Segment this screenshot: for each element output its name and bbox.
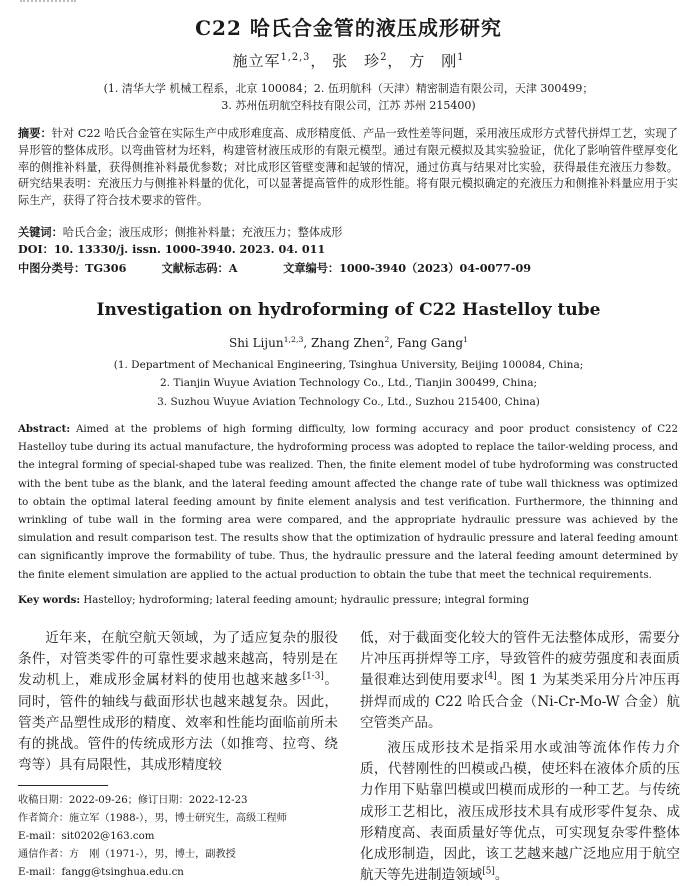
author-affil-sup: 2 bbox=[380, 52, 388, 63]
corresponding-email: E-mail：fangg@tsinghua.edu.cn bbox=[18, 867, 184, 878]
citation: [5] bbox=[482, 866, 495, 877]
corresponding-author: 通信作者：方 刚（1971-），男，博士，副教授 bbox=[18, 849, 236, 860]
received-dates: 收稿日期：2022-09-26；修订日期：2022-12-23 bbox=[18, 795, 248, 806]
footnote-block bbox=[18, 792, 348, 882]
classification-line bbox=[18, 260, 678, 276]
body-text: 低，对于截面变化较大的管件无法整体成形，需要分片冲压再拼焊等工序，导致管件的疲劳强度和表面质量很难达到使用要求 bbox=[360, 630, 680, 689]
article-number: 文章编号：1000-3940（2023）04-0077-09 bbox=[283, 261, 532, 275]
author-affil-sup: 1 bbox=[463, 335, 469, 344]
body-text: 近年来，在航空航天领域，为了适应复杂的服役条件，对管类零件的可靠性要求越来越高，特别是在发动机上，难成形金属材料的使用也越来越多 bbox=[18, 630, 338, 689]
author-separator: , bbox=[389, 336, 397, 350]
body-text: 液压成形技术是指采用水或油等流体作传力介质，代替刚性的凹模或凸模，使坯料在液体介质的压力作用下贴靠凹模或凹模而成形的一种工艺。与传统成形工艺相比，液压成形技术具有成形零件复杂、成形精度高、表面质量好等优点，可实现复杂零件整体化成形制造，因此，该工艺越来越广泛地应用于航空航天等先进制造领域 bbox=[360, 740, 680, 884]
citation: [4] bbox=[484, 671, 497, 682]
author-affil-sup: 1 bbox=[457, 52, 465, 63]
author-affil-sup: 2 bbox=[384, 335, 390, 344]
author-email: E-mail：sit0202@163.com bbox=[18, 831, 155, 842]
author-name: 张 珍 bbox=[332, 52, 381, 70]
abstract-label: 摘要： bbox=[18, 126, 52, 140]
author-separator: ， bbox=[310, 52, 327, 70]
abstract-label: Abstract: bbox=[18, 423, 71, 435]
english-affiliation-line3: 3. Suzhou Wuyue Aviation Technology Co., Ltd., Suzhou 215400, China) bbox=[157, 396, 540, 408]
english-affiliation-line1: (1. Department of Mechanical Engineering, Tsinghua University, Beijing 100084, China; bbox=[113, 359, 584, 371]
author-name: Zhang Zhen bbox=[311, 336, 385, 350]
chinese-affiliation-line2: 3. 苏州伍玥航空科技有限公司，江苏 苏州 215400) bbox=[221, 99, 476, 112]
chinese-affiliation-line1: (1. 清华大学 机械工程系，北京 100084；2. 伍玥航科（天津）精密制造有限公司，天津 300499； bbox=[103, 82, 594, 95]
english-title: Investigation on hydroforming of C22 Hastelloy tube bbox=[96, 300, 601, 320]
author-affil-sup: 1,2,3 bbox=[283, 335, 304, 344]
chinese-keywords bbox=[18, 224, 678, 242]
abstract-text: Aimed at the problems of high forming difficulty, low forming accuracy and poor product consistency of C22 Hastelloy tube during its actual manufacture, the hydroforming process was adopted to replace the tailor-welding process, and the integral forming of special-shaped tube was realized. Then, the finite element model of tube hydroforming was constructed with the bent tube as the blank, and the lateral feeding amount affected the change rate of tube wall thickness was optimized to obtain the optimal lateral feeding amount by finite element analysis and test verification. Furthermore, the thinning and wrinkling of tube wall in the forming area were compared, and the appropriate hydraulic pressure was achieved by the simulation and result comparison test. The results show that the optimization of hydraulic pressure and lateral feeding amount can significantly improve the formability of tube. Thus, the hydraulic pressure and the lateral feeding amount determined by the finite element simulation are applied to the actual production to obtain the tube that meet the technical requirements. bbox=[18, 424, 679, 581]
body-paragraph bbox=[360, 738, 680, 886]
chinese-title: C22 哈氏合金管的液压成形研究 bbox=[195, 16, 502, 40]
author-introduction: 作者简介：施立军（1988-），男，博士研究生，高级工程师 bbox=[18, 813, 287, 824]
body-text: 。同时，管件的轴线与截面形状也越来越复杂。因此，管类产品塑性成形的精度、效率和性能均面临前所未有的挑战。管件的传统成形方法（如推弯、拉弯、绕弯等）具有局限性，其成形精度较 bbox=[18, 672, 338, 774]
keywords-label: Key words: bbox=[18, 594, 81, 606]
abstract-text: 针对 C22 哈氏合金管在实际生产中成形难度高、成形精度低、产品一致性差等问题，采用液压成形方式替代拼焊工艺，实现了异形管的整体成形。以弯曲管材为坯料，构建管材液压成形的有限元模型。通过有限元模拟及其实验验证，优化了影响管件壁厚变化率的侧推补料量，获得侧推补料最优参数；对比成形区管壁变薄和起皱的情况，通过仿真与结果对比实验，获得最佳充液压力参数。研究结果表明：充液压力与侧推补料量的优化，可以显著提高管件的成形性能。将有限元模拟确定的充液压力和侧推补料量应用于实际生产，获得了符合技术要求的管件。 bbox=[18, 127, 678, 208]
footnote-separator bbox=[18, 785, 108, 786]
english-affiliation-line2: 2. Tianjin Wuyue Aviation Technology Co., Ltd., Tianjin 300499, China; bbox=[159, 377, 537, 389]
chinese-authors bbox=[0, 50, 697, 71]
english-abstract bbox=[18, 420, 678, 585]
author-name: Fang Gang bbox=[397, 336, 464, 350]
keywords-text: Hastelloy; hydroforming; lateral feeding amount; hydraulic pressure; integral forming bbox=[83, 595, 530, 606]
body-column-right bbox=[360, 628, 680, 886]
citation: [1-3] bbox=[302, 671, 324, 682]
body-text: 。 bbox=[494, 867, 509, 884]
header-decoration bbox=[20, 0, 76, 6]
body-paragraph bbox=[18, 628, 338, 776]
english-authors bbox=[0, 336, 697, 350]
body-column-left bbox=[18, 628, 338, 776]
keywords-text: 哈氏合金；液压成形；侧推补料量；充液压力；整体成形 bbox=[62, 226, 343, 239]
author-separator: ， bbox=[387, 52, 404, 70]
clc-number: 中图分类号：TG306 bbox=[18, 261, 127, 275]
author-name: Shi Lijun bbox=[228, 336, 284, 350]
author-name: 施立军 bbox=[232, 52, 281, 70]
author-separator: , bbox=[303, 336, 312, 350]
doi: DOI：10. 13330/j. issn. 1000-3940. 2023. 04. 011 bbox=[18, 242, 326, 256]
author-affil-sup: 1,2,3 bbox=[280, 52, 311, 63]
author-name: 方 刚 bbox=[409, 52, 458, 70]
english-keywords bbox=[18, 592, 678, 610]
body-text: 。图 1 为某类采用分片冲压再拼焊而成的 C22 哈氏合金（Ni-Cr-Mo-W 合金）航空管类产品。 bbox=[360, 672, 681, 731]
body-paragraph bbox=[360, 628, 680, 734]
document-code: 文献标志码：A bbox=[161, 261, 238, 275]
chinese-abstract bbox=[18, 125, 678, 210]
keywords-label: 关键词： bbox=[18, 225, 63, 239]
